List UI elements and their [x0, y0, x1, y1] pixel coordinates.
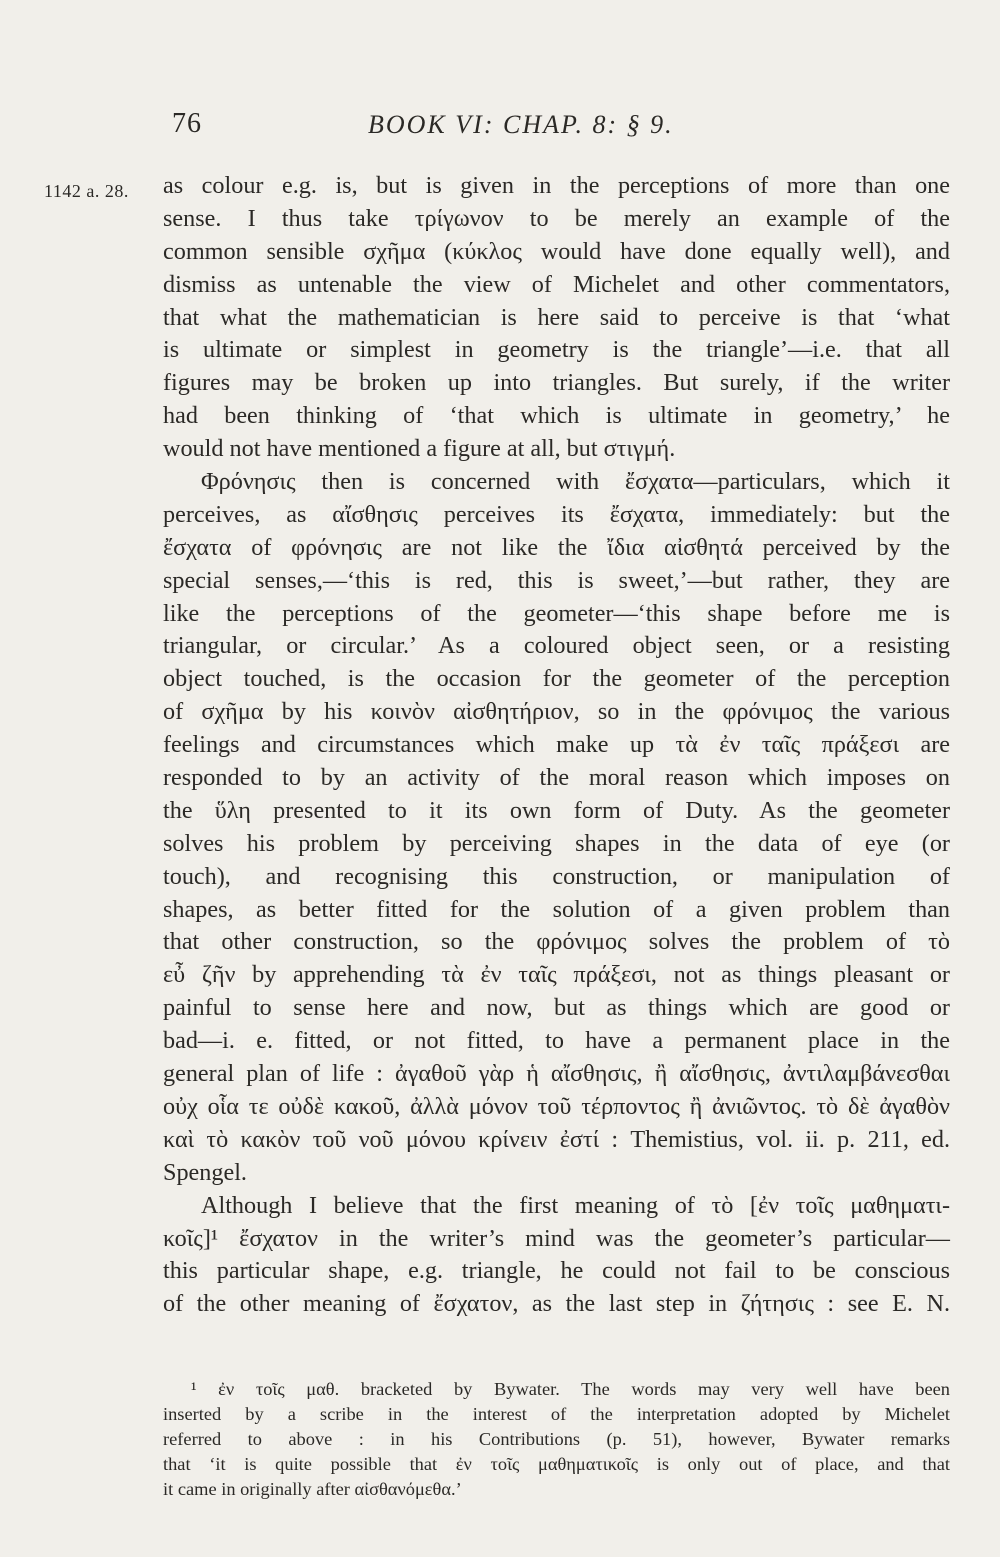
footnote-line: that ‘it is quite possible that ἐν τοῖς μαθηματικοῖς is only out of place, and that	[163, 1453, 950, 1474]
text-line: had been thinking of ‘that which is ultimate in geometry,’ he	[163, 402, 950, 430]
footnote-line: referred to above : in his Contributions (p. 51), however, Bywater remarks	[163, 1428, 950, 1449]
text-line: figures may be broken up into triangles. But surely, if the writer	[163, 369, 950, 397]
text-line: dismiss as untenable the view of Michelet and other commentators,	[163, 270, 950, 298]
footnote-line: ¹ ἐν τοῖς μαθ. bracketed by Bywater. The words may very well have been	[191, 1379, 950, 1399]
text-line: perceives, as αἴσθησις perceives its ἔσχατα, immediately: but the	[163, 500, 950, 528]
text-line: is ultimate or simplest in geometry is the triangle’—i.e. that all	[163, 336, 950, 364]
text-line: κοῖς]¹ ἔσχατον in the writer’s mind was the geometer’s particular—	[163, 1224, 950, 1252]
text-line: painful to sense here and now, but as things which are good or	[163, 994, 950, 1022]
text-line: special senses,—‘this is red, this is sweet,’—but rather, they are	[163, 566, 950, 594]
text-line: Although I believe that the first meaning of τὸ [ἐν τοῖς μαθηματι-	[201, 1191, 950, 1219]
text-line: of the other meaning of ἔσχατον, as the last step in ζήτησις : see E. N.	[163, 1290, 950, 1318]
text-line: that what the mathematician is here said to perceive is that ‘what	[163, 303, 950, 331]
text-line: ἔσχατα of φρόνησις are not like the ἴδια αἰσθητά perceived by the	[163, 533, 950, 561]
text-line: would not have mentioned a figure at all, but στιγμή.	[163, 435, 676, 463]
text-line: as colour e.g. is, but is given in the perceptions of more than one	[163, 172, 950, 199]
running-head: BOOK VI: CHAP. 8: § 9.	[368, 110, 674, 139]
footnote-line: inserted by a scribe in the interest of the interpretation adopted by Michelet	[163, 1403, 950, 1424]
text-line: εὖ ζῆν by apprehending τὰ ἐν ταῖς πράξεσι, not as things pleasant or	[163, 961, 950, 989]
text-line: like the perceptions of the geometer—‘this shape before me is	[163, 599, 950, 627]
text-line: the ὕλη presented to it its own form of Duty. As the geometer	[163, 796, 950, 824]
footnotes	[163, 1377, 950, 1501]
text-line: Spengel.	[163, 1158, 247, 1186]
text-line: common sensible σχῆμα (κύκλος would have done equally well), and	[163, 237, 950, 265]
page-number: 76	[172, 108, 202, 139]
body-text	[163, 170, 950, 1321]
text-line: καὶ τὸ κακὸν τοῦ νοῦ μόνου κρίνειν ἐστί : Themistius, vol. ii. p. 211, ed.	[163, 1125, 950, 1153]
text-line: feelings and circumstances which make up τὰ ἐν ταῖς πράξεσι are	[163, 731, 950, 759]
text-line: general plan of life : ἀγαθοῦ γὰρ ἡ αἴσθησις, ἢ αἴσθησις, ἀντιλαμβάνεσθαι	[163, 1060, 950, 1088]
margin-reference: 1142 a. 28.	[44, 181, 129, 201]
text-line: triangular, or circular.’ As a coloured object seen, or a resisting	[163, 632, 950, 660]
text-line: Φρόνησις then is concerned with ἔσχατα—particulars, which it	[201, 468, 950, 496]
text-line: this particular shape, e.g. triangle, he could not fail to be conscious	[163, 1257, 950, 1285]
page-header	[170, 108, 950, 152]
text-line: object touched, is the occasion for the geometer of the perception	[163, 665, 950, 693]
text-line: that other construction, so the φρόνιμος solves the problem of τὸ	[163, 928, 950, 956]
text-line: responded to by an activity of the moral reason which imposes on	[163, 764, 950, 792]
text-line: touch), and recognising this construction, or manipulation of	[163, 862, 950, 890]
text-line: solves his problem by perceiving shapes in the data of eye (or	[163, 829, 950, 857]
text-line: οὐχ οἷα τε οὐδὲ κακοῦ, ἀλλὰ μόνον τοῦ τέρποντος ἢ ἀνιῶντος. τὸ δὲ ἀγαθὸν	[163, 1092, 950, 1120]
text-line: shapes, as better fitted for the solution of a given problem than	[163, 895, 950, 923]
text-line: sense. I thus take τρίγωνον to be merely an example of the	[163, 204, 950, 232]
text-line: of σχῆμα by his κοινὸν αἰσθητήριον, so in the φρόνιμος the various	[163, 698, 950, 726]
footnote-line: it came in originally after αἰσθανόμεθα.’	[163, 1478, 462, 1499]
text-line: bad—i. e. fitted, or not fitted, to have a permanent place in the	[163, 1027, 950, 1055]
